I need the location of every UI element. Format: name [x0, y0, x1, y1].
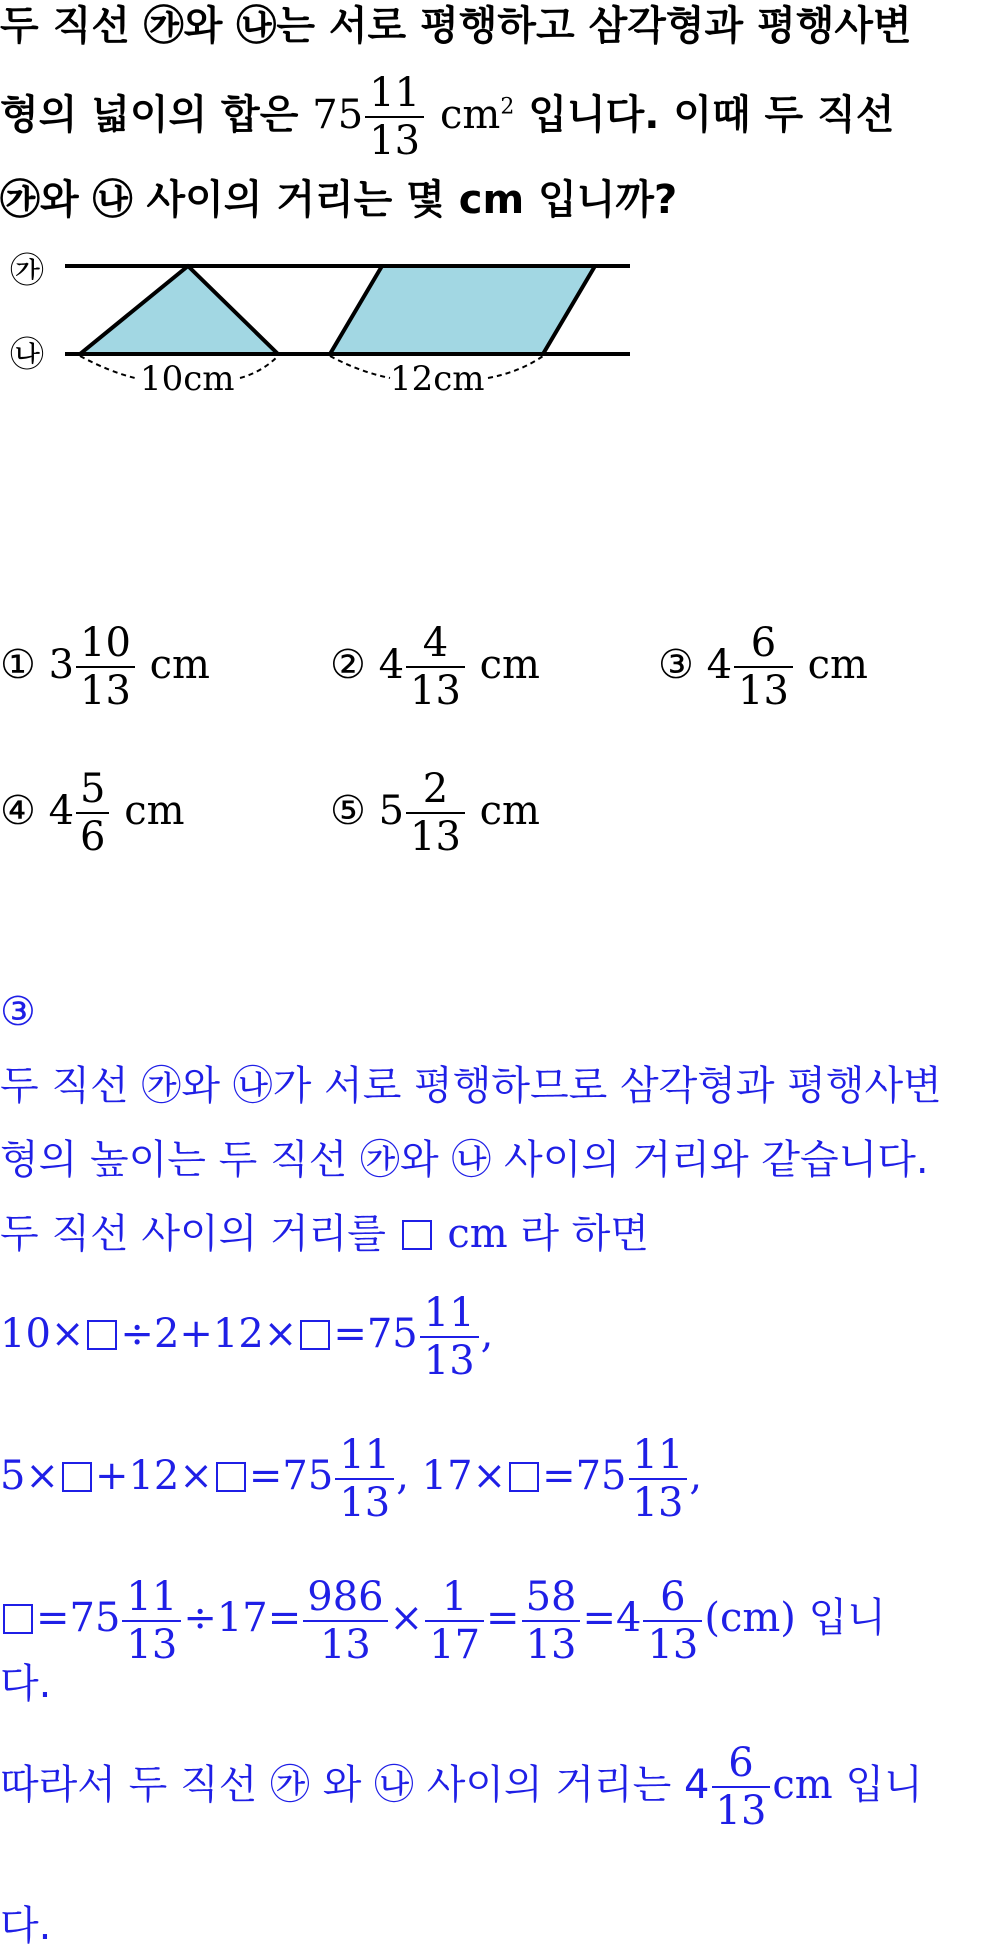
option-4-whole: 4 [48, 788, 75, 834]
option-5-numerator: 2 [406, 766, 465, 814]
option-4-mark: ④ [0, 788, 36, 834]
solution-answer: ③ [0, 989, 36, 1035]
eq3-fraction-4 [522, 1574, 581, 1668]
eq2-part-b: +12× [94, 1453, 213, 1499]
final-post: cm 입니 [772, 1762, 923, 1808]
equation-3-end: 다. [0, 1661, 52, 1707]
eq2-part-c: =75 [248, 1453, 334, 1499]
option-5-mark: ⑤ [330, 788, 366, 834]
option-1[interactable] [0, 620, 210, 714]
eq2-part-a: 5× [0, 1453, 59, 1499]
area-numerator: 11 [365, 70, 424, 118]
area-fraction [365, 70, 424, 164]
option-5-unit: cm [479, 788, 540, 834]
denominator: 13 [319, 1622, 371, 1668]
area-unit: cm [440, 92, 501, 138]
eq3-fraction-2 [303, 1574, 387, 1668]
option-4-unit: cm [124, 788, 185, 834]
numerator: 11 [629, 1432, 688, 1480]
eq3-fraction-1 [122, 1574, 181, 1668]
eq3-part-b: ÷17= [183, 1595, 302, 1641]
solution-line-3 [0, 1211, 650, 1257]
option-3-fraction [734, 620, 793, 714]
unknown-box [402, 1220, 432, 1250]
numerator: 11 [335, 1432, 394, 1480]
eq2-part-e: =75 [542, 1453, 627, 1499]
option-2-unit: cm [479, 642, 540, 688]
equation-3 [0, 1574, 886, 1668]
question-line-2 [0, 70, 894, 164]
option-4[interactable] [0, 766, 185, 860]
area-exponent: 2 [500, 94, 515, 120]
eq1-part-b: ÷2+12× [120, 1311, 298, 1357]
numerator: 11 [122, 1574, 181, 1622]
eq3-unit: (cm) 입니 [704, 1595, 886, 1641]
numerator: 6 [712, 1740, 771, 1788]
option-1-mark: ① [0, 642, 36, 688]
unknown-box [62, 1462, 92, 1492]
eq3-equals: = [486, 1595, 520, 1641]
numerator: 58 [522, 1574, 581, 1622]
option-3-numerator: 6 [734, 620, 793, 668]
parallelogram-shape [330, 266, 595, 354]
eq1-comma: , [480, 1311, 494, 1357]
label-line-na: ㉯ [10, 335, 44, 375]
solution-line-3-pre: 두 직선 사이의 거리를 [0, 1211, 386, 1257]
label-line-ga: ㉮ [10, 251, 44, 291]
option-1-denominator: 13 [80, 668, 131, 714]
area-whole: 75 [312, 92, 364, 138]
unknown-box [87, 1320, 117, 1350]
triangle-shape [80, 266, 278, 354]
option-5-fraction [406, 766, 465, 860]
question-line-2-post: 입니다. 이때 두 직선 [528, 92, 895, 138]
solution-final-end: 다. [0, 1903, 52, 1949]
equation-2 [0, 1432, 702, 1526]
option-2-fraction [406, 620, 465, 714]
parallelogram-base-label: 12cm [390, 359, 485, 399]
question-line-3: ㉮와 ㉯ 사이의 거리는 몇 cm 입니까? [0, 177, 678, 223]
option-1-numerator: 10 [76, 620, 135, 668]
option-4-numerator: 5 [76, 766, 109, 814]
option-4-fraction [76, 766, 109, 860]
option-5-denominator: 13 [410, 814, 461, 860]
denominator: 13 [126, 1622, 178, 1668]
unknown-box [300, 1320, 330, 1350]
eq2-part-d: , 17× [396, 1453, 507, 1499]
eq1-fraction [420, 1290, 479, 1384]
eq1-part-c: =75 [333, 1311, 418, 1357]
eq2-comma: , [689, 1453, 703, 1499]
option-1-unit: cm [149, 642, 210, 688]
denominator: 13 [715, 1788, 767, 1834]
eq2-fraction-1 [335, 1432, 394, 1526]
final-pre: 따라서 두 직선 ㉮ 와 ㉯ 사이의 거리는 4 [0, 1762, 710, 1808]
solution-line-3-post: cm 라 하면 [447, 1211, 650, 1257]
eq3-equals-4: =4 [582, 1595, 642, 1641]
option-2-whole: 4 [378, 642, 405, 688]
option-1-fraction [76, 620, 135, 714]
denominator: 13 [423, 1338, 475, 1384]
eq3-times: × [389, 1595, 424, 1641]
option-1-whole: 3 [48, 642, 75, 688]
question-line-1: 두 직선 ㉮와 ㉯는 서로 평행하고 삼각형과 평행사변 [0, 3, 912, 49]
question-line-2-pre: 형의 넓이의 합은 [0, 92, 299, 138]
option-3-mark: ③ [658, 642, 694, 688]
denominator: 13 [339, 1480, 391, 1526]
option-3-unit: cm [807, 642, 868, 688]
area-denominator: 13 [369, 118, 421, 164]
solution-line-2: 형의 높이는 두 직선 ㉮와 ㉯ 사이의 거리와 같습니다. [0, 1137, 929, 1183]
option-5-whole: 5 [378, 788, 405, 834]
unknown-box [216, 1462, 246, 1492]
eq2-fraction-2 [629, 1432, 688, 1526]
unknown-box [3, 1604, 33, 1634]
option-2-mark: ② [330, 642, 366, 688]
solution-line-1: 두 직선 ㉮와 ㉯가 서로 평행하므로 삼각형과 평행사변 [0, 1063, 942, 1109]
denominator: 13 [632, 1480, 684, 1526]
equation-1 [0, 1290, 493, 1384]
eq1-part-a: 10× [0, 1311, 85, 1357]
numerator: 986 [303, 1574, 387, 1622]
option-4-denominator: 6 [80, 814, 106, 860]
option-3-whole: 4 [706, 642, 733, 688]
unknown-box [509, 1462, 539, 1492]
option-5[interactable] [330, 766, 540, 860]
denominator: 13 [647, 1622, 699, 1668]
denominator: 17 [429, 1622, 481, 1668]
numerator: 11 [420, 1290, 479, 1338]
option-2[interactable] [330, 620, 540, 714]
numerator: 6 [643, 1574, 702, 1622]
eq3-part-a: =75 [36, 1595, 121, 1641]
numerator: 1 [425, 1574, 484, 1622]
option-3-denominator: 13 [738, 668, 789, 714]
option-3[interactable] [658, 620, 868, 714]
eq3-fraction-5 [643, 1574, 702, 1668]
eq3-fraction-3 [425, 1574, 484, 1668]
denominator: 13 [525, 1622, 577, 1668]
triangle-base-label: 10cm [140, 359, 235, 399]
option-2-numerator: 4 [406, 620, 465, 668]
solution-final [0, 1740, 923, 1834]
option-2-denominator: 13 [410, 668, 461, 714]
final-fraction [712, 1740, 771, 1834]
